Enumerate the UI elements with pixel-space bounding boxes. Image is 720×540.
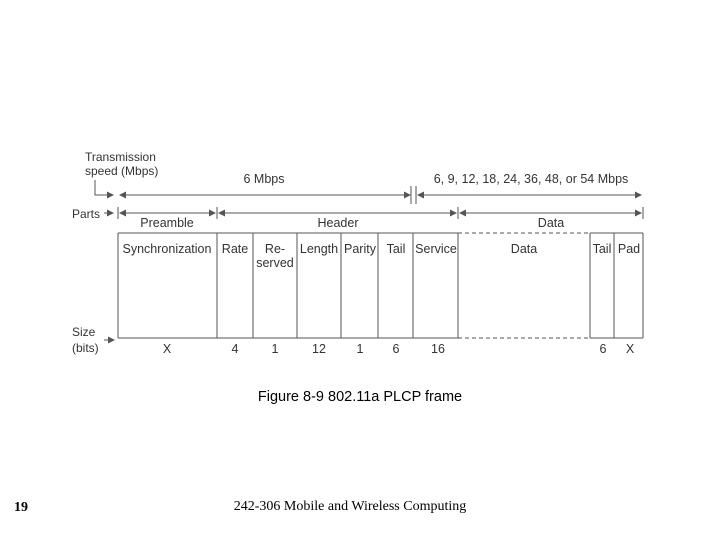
field-tail-2: Tail [592, 242, 612, 256]
speed-label-pointer [95, 180, 113, 195]
speed-row-label-1: Transmission [85, 150, 156, 164]
field-reserved-line1: Re- [264, 242, 286, 256]
size-service: 16 [431, 342, 445, 356]
size-length: 12 [312, 342, 326, 356]
field-service: Service [415, 242, 457, 256]
size-tail-2: 6 [599, 342, 607, 356]
speed-low-label: 6 Mbps [243, 172, 285, 186]
size-synchronization: X [162, 342, 172, 356]
footer-text: 242-306 Mobile and Wireless Computing [233, 499, 467, 514]
field-length: Length [299, 242, 339, 256]
field-parity: Parity [344, 242, 376, 256]
size-parity: 1 [356, 342, 364, 356]
field-pad: Pad [617, 242, 641, 256]
part-data: Data [537, 216, 565, 230]
part-preamble: Preamble [140, 216, 194, 230]
field-synchronization: Synchronization [122, 242, 212, 256]
field-rate: Rate [221, 242, 249, 256]
figure-caption-text: 802.11a PLCP frame [323, 389, 463, 405]
size-row-label-2: (bits) [72, 341, 99, 355]
slide-number: 19 [14, 500, 28, 515]
size-rate: 4 [231, 342, 239, 356]
size-row-label-1: Size [72, 325, 96, 339]
speed-row-label-2: speed (Mbps) [85, 164, 159, 178]
field-tail: Tail [386, 242, 406, 256]
size-reserved: 1 [271, 342, 279, 356]
part-header: Header [317, 216, 359, 230]
parts-row-label: Parts [72, 207, 101, 221]
field-reserved-line2: served [256, 256, 294, 270]
size-pad: X [625, 342, 635, 356]
figure-caption-label: Figure 8-9 [257, 389, 324, 405]
size-tail: 6 [392, 342, 400, 356]
speed-high-label: 6, 9, 12, 18, 24, 36, 48, or 54 Mbps [433, 172, 629, 186]
field-data: Data [510, 242, 538, 256]
figure-caption [0, 389, 720, 405]
